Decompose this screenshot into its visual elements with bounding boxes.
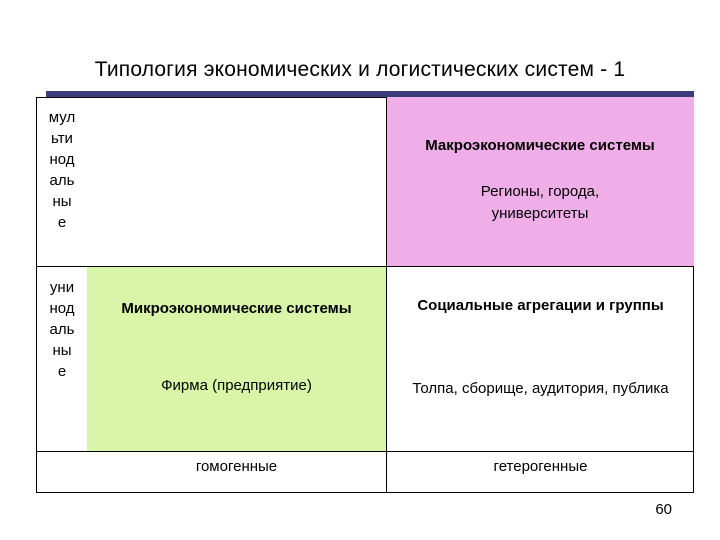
macro-heading: Макроэкономические системы (425, 137, 655, 154)
footer-divider (36, 451, 694, 452)
column-label-heterogeneous: гетерогенные (493, 458, 588, 475)
page-number: 60 (655, 501, 672, 518)
macro-examples: Регионы, города, университеты (480, 183, 600, 222)
social-examples: Толпа, сборище, аудитория, публика (412, 380, 669, 397)
social-heading: Социальные агрегации и группы (417, 297, 664, 314)
social-cell (387, 267, 694, 451)
row-label-uninodal: уни нод аль ны е (49, 279, 75, 380)
row-label-multinodal: мул ьти нод аль ны е (48, 109, 76, 231)
page-title: Типология экономических и логистических систем - 1 (94, 58, 626, 81)
column-label-homogeneous: гомогенные (195, 458, 278, 475)
micro-cell (87, 267, 386, 451)
micro-examples: Фирма (предприятие) (161, 377, 312, 394)
micro-heading: Микроэкономические системы (121, 300, 352, 317)
typology-matrix (36, 97, 694, 493)
macro-cell (386, 97, 694, 266)
